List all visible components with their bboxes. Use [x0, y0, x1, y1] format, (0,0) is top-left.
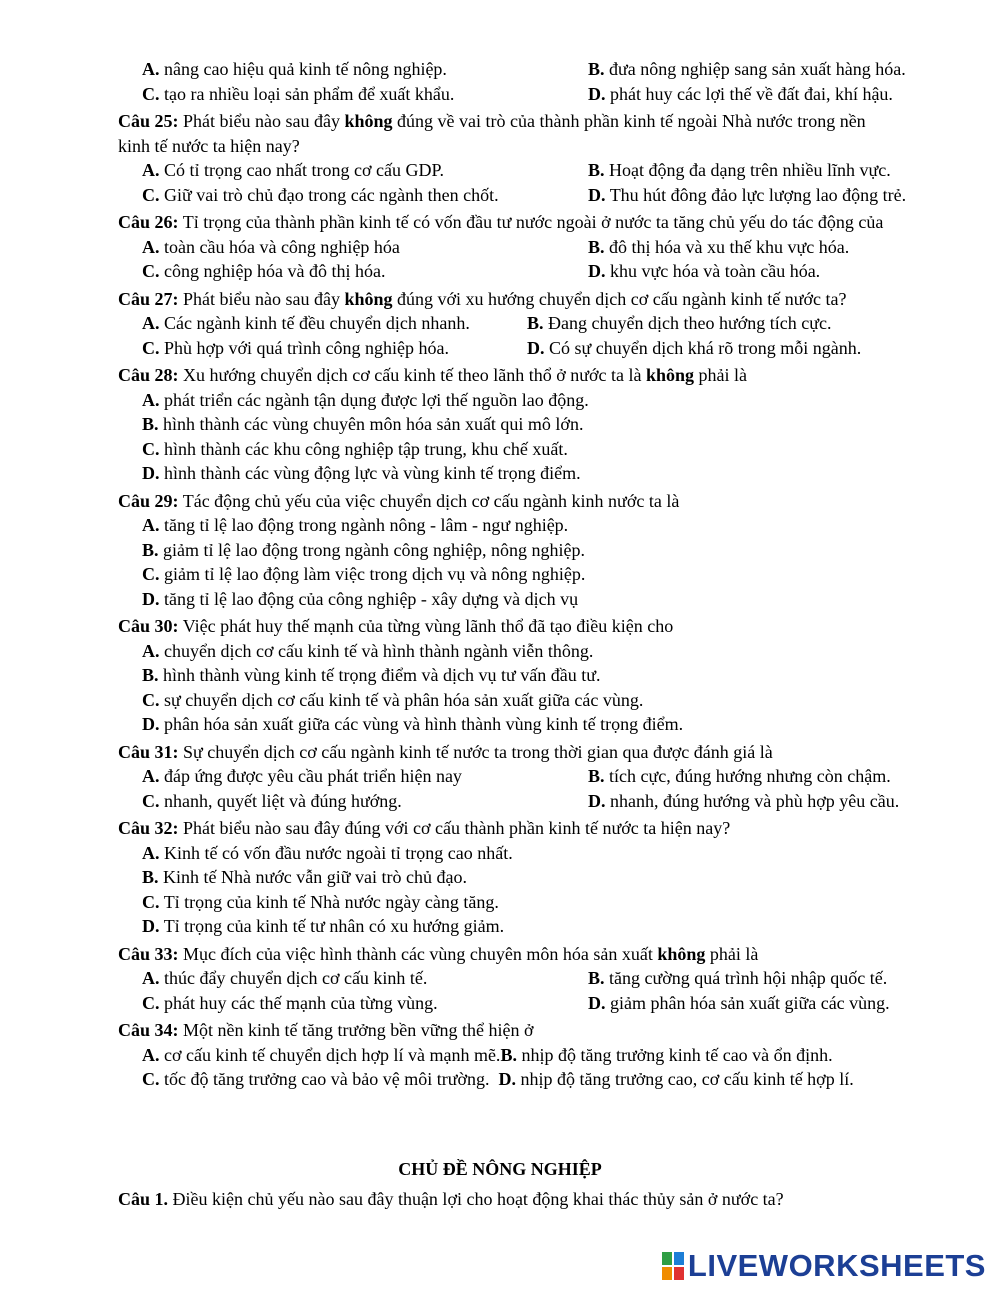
topic-title: CHỦ ĐỀ NÔNG NGHIỆP	[398, 1159, 602, 1179]
options-row	[118, 311, 958, 336]
liveworksheets-logo	[662, 1250, 986, 1282]
question-stem: Câu 32: Phát biểu nào sau đây đúng với cơ cấu thành phần kinh tế nước ta hiện nay?	[118, 818, 731, 838]
option-b: B. hình thành các vùng chuyên môn hóa sản xuất qui mô lớn.	[142, 414, 584, 434]
options-row	[118, 158, 958, 183]
options-row	[118, 764, 958, 789]
logo-text: LIVEWORKSHEETS	[687, 1248, 986, 1283]
option-c: C. Tỉ trọng của kinh tế Nhà nước ngày càng tăng.	[142, 891, 499, 912]
option-b: B. đưa nông nghiệp sang sản xuất hàng hóa.	[588, 59, 906, 79]
option-b: B. Kinh tế Nhà nước vẫn giữ vai trò chủ đạo.	[142, 867, 467, 887]
logo-mark-icon	[662, 1252, 684, 1280]
option-d: D. giảm phân hóa sản xuất giữa các vùng.	[588, 992, 890, 1013]
option-b: B. Hoạt động đa dạng trên nhiều lĩnh vực.	[588, 160, 891, 180]
option-a: A. Có tỉ trọng cao nhất trong cơ cấu GDP.	[142, 160, 444, 180]
option-c: C. Giữ vai trò chủ đạo trong các ngành then chốt.	[142, 184, 499, 205]
question-stem: Câu 34: Một nền kinh tế tăng trưởng bền vững thể hiện ở	[118, 1020, 534, 1040]
question-30	[118, 614, 958, 737]
question-stem: Câu 31: Sự chuyển dịch cơ cấu ngành kinh tế nước ta trong thời gian qua được đánh giá là	[118, 741, 773, 762]
question-stem: Câu 30: Việc phát huy thế mạnh của từng vùng lãnh thổ đã tạo điều kiện cho	[118, 616, 674, 636]
question-32	[118, 816, 958, 939]
option-d: D. khu vực hóa và toàn cầu hóa.	[588, 261, 821, 281]
option-c: C. tốc độ tăng trưởng cao và bảo vệ môi trường.	[142, 1069, 490, 1089]
option-b: B. Đang chuyển dịch theo hướng tích cực.	[527, 313, 832, 333]
option-c: C. nhanh, quyết liệt và đúng hướng.	[142, 790, 402, 811]
question-29	[118, 489, 958, 612]
option-d: D. Có sự chuyển dịch khá rõ trong mỗi ngành.	[527, 337, 862, 358]
options-row	[118, 259, 958, 284]
option-b: B. tăng cường quá trình hội nhập quốc tế.	[588, 968, 888, 988]
option-a: A. chuyển dịch cơ cấu kinh tế và hình thành ngành viễn thông.	[142, 640, 594, 661]
option-b: B. tích cực, đúng hướng nhưng còn chậm.	[588, 766, 891, 786]
options-row	[118, 183, 958, 208]
option-c: C. tạo ra nhiều loại sản phẩm để xuất khẩu.	[142, 83, 455, 104]
option-d: D. nhanh, đúng hướng và phù hợp yêu cầu.	[588, 790, 900, 811]
option-a: A. phát triển các ngành tận dụng được lợi thế nguồn lao động.	[142, 389, 589, 410]
question-stem-continuation: kinh tế nước ta hiện nay?	[118, 135, 300, 156]
option-a: A. Các ngành kinh tế đều chuyển dịch nhanh.	[142, 313, 470, 333]
question-31	[118, 740, 958, 814]
question-28	[118, 363, 958, 486]
option-c: C. hình thành các khu công nghiệp tập trung, khu chế xuất.	[142, 438, 568, 459]
option-d: D. hình thành các vùng động lực và vùng kinh tế trọng điểm.	[142, 463, 581, 483]
option-b: B. đô thị hóa và xu thế khu vực hóa.	[588, 236, 850, 257]
question-stem: Câu 26: Tỉ trọng của thành phần kinh tế có vốn đầu tư nước ngoài ở nước ta tăng chủ yếu do tác động của	[118, 212, 884, 232]
option-d: D. Tỉ trọng của kinh tế tư nhân có xu hướng giảm.	[142, 916, 505, 936]
option-b: B. giảm tỉ lệ lao động trong ngành công nghiệp, nông nghiệp.	[142, 539, 585, 560]
option-d: D. phân hóa sản xuất giữa các vùng và hình thành vùng kinh tế trọng điểm.	[142, 714, 684, 734]
worksheet-page	[118, 57, 958, 1092]
option-d: D. tăng tỉ lệ lao động của công nghiệp - xây dựng và dịch vụ	[142, 588, 579, 609]
option-d: D. nhịp độ tăng trưởng cao, cơ cấu kinh tế hợp lí.	[498, 1069, 854, 1089]
option-a: A. thúc đẩy chuyển dịch cơ cấu kinh tế.	[142, 968, 428, 988]
options-row	[118, 57, 958, 82]
options-row	[118, 235, 958, 260]
options-row	[118, 82, 958, 107]
question-1: Câu 1. Điều kiện chủ yếu nào sau đây thuận lợi cho hoạt động khai thác thủy sản ở nước ta?	[118, 1189, 784, 1209]
option-a: A. đáp ứng được yêu cầu phát triển hiện nay	[142, 766, 462, 786]
question-25	[118, 109, 958, 207]
option-c: C. Phù hợp với quá trình công nghiệp hóa.	[142, 337, 450, 358]
options-row	[118, 789, 958, 814]
option-d: D. phát huy các lợi thế về đất đai, khí hậu.	[588, 83, 893, 104]
options-row	[118, 336, 958, 361]
option-a: A. toàn cầu hóa và công nghiệp hóa	[142, 236, 400, 257]
option-a: A. nâng cao hiệu quả kinh tế nông nghiệp.	[142, 59, 447, 79]
option-b: B. hình thành vùng kinh tế trọng điểm và dịch vụ tư vấn đầu tư.	[142, 665, 601, 685]
question-stem: Câu 25: Phát biểu nào sau đây không đúng về vai trò của thành phần kinh tế ngoài Nhà nước trong nền	[118, 111, 866, 131]
option-b: B. nhịp độ tăng trưởng kinh tế cao và ổn định.	[500, 1044, 833, 1065]
option-c: C. phát huy các thế mạnh của từng vùng.	[142, 992, 438, 1013]
options-row	[118, 991, 958, 1016]
option-c: C. công nghiệp hóa và đô thị hóa.	[142, 261, 386, 281]
question-27	[118, 287, 958, 361]
option-d: D. Thu hút đông đảo lực lượng lao động trẻ.	[588, 184, 907, 205]
option-a: A. tăng tỉ lệ lao động trong ngành nông - lâm - ngư nghiệp.	[142, 515, 569, 535]
option-c: C. sự chuyển dịch cơ cấu kinh tế và phân hóa sản xuất giữa các vùng.	[142, 689, 644, 710]
option-c: C. giảm tỉ lệ lao động làm việc trong dịch vụ và nông nghiệp.	[142, 564, 586, 584]
question-33	[118, 942, 958, 1016]
option-a: A. cơ cấu kinh tế chuyển dịch hợp lí và mạnh mẽ.	[142, 1044, 501, 1065]
option-a: A. Kinh tế có vốn đầu nước ngoài tỉ trọng cao nhất.	[142, 842, 513, 863]
options-row	[118, 1067, 958, 1092]
question-stem: Câu 29: Tác động chủ yếu của việc chuyển dịch cơ cấu ngành kinh nước ta là	[118, 490, 680, 511]
options-row	[118, 1043, 958, 1068]
question-34	[118, 1018, 958, 1092]
options-row	[118, 966, 958, 991]
question-26	[118, 210, 958, 284]
question-stem: Câu 27: Phát biểu nào sau đây không đúng với xu hướng chuyển dịch cơ cấu ngành kinh tế nước ta?	[118, 288, 847, 309]
question-stem: Câu 28: Xu hướng chuyển dịch cơ cấu kinh tế theo lãnh thổ ở nước ta là không phải là	[118, 365, 748, 385]
question-stem: Câu 33: Mục đích của việc hình thành các vùng chuyên môn hóa sản xuất không phải là	[118, 943, 759, 964]
